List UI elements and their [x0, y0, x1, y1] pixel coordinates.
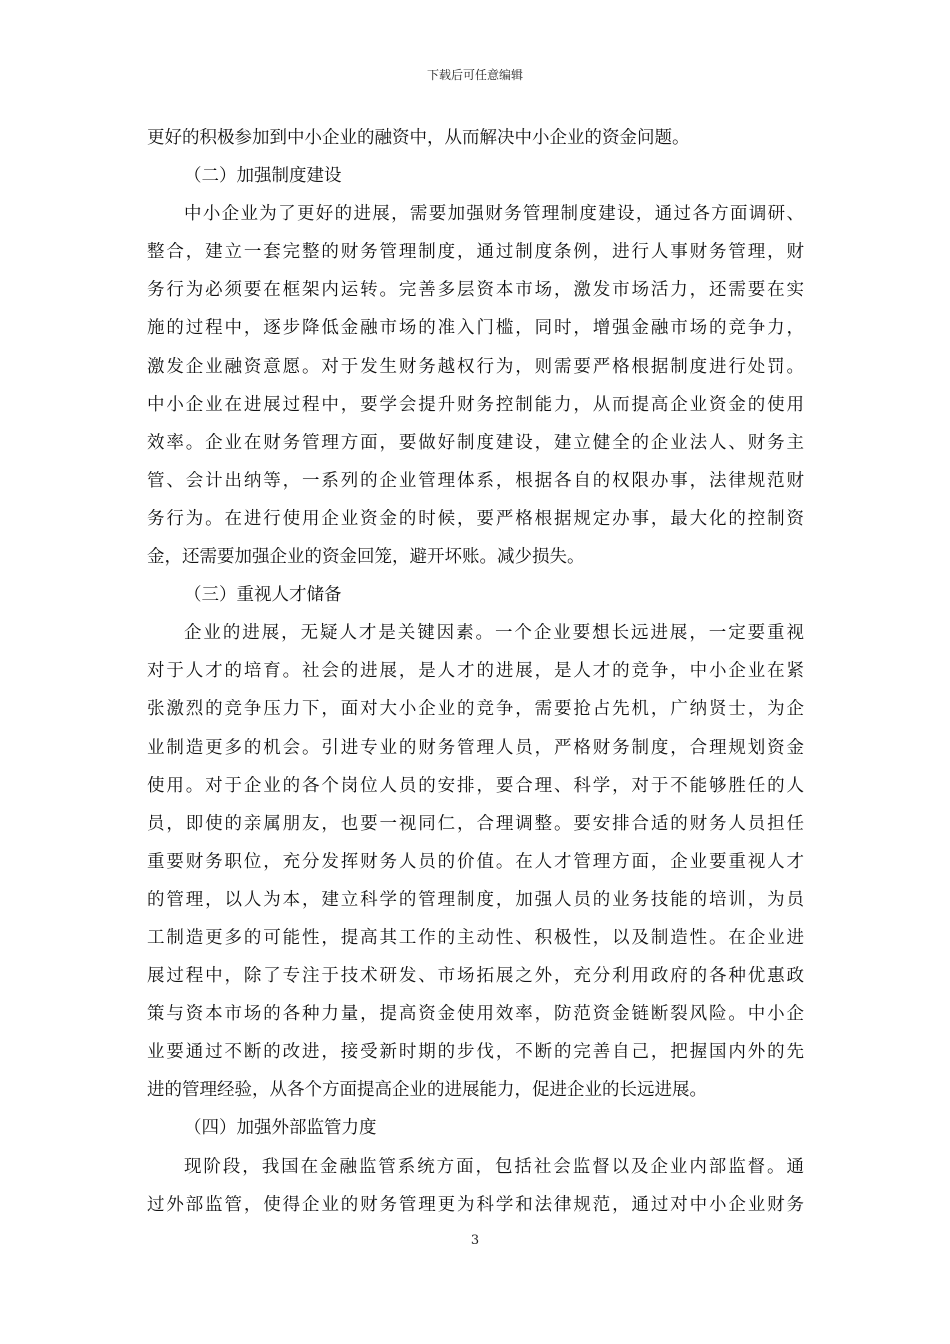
text-line: 企业的进展，无疑人才是关键因素。一个企业要想长远进展，一定要重视	[184, 623, 804, 644]
section-heading: （三）重视人才储备	[184, 585, 342, 606]
text-line: 工制造更多的可能性，提高其工作的主动性、积极性，以及制造性。在企业进	[147, 927, 804, 948]
section-heading: （四）加强外部监管力度	[184, 1118, 377, 1139]
text-line: 金，还需要加强企业的资金回笼，避开坏账。减少损失。	[147, 547, 585, 568]
text-line: 激发企业融资意愿。对于发生财务越权行为，则需要严格根据制度进行处罚。	[147, 356, 804, 377]
text-line: 展过程中，除了专注于技术研发、市场拓展之外，充分利用政府的各种优惠政	[147, 966, 804, 987]
page-header: 下载后可任意编辑	[426, 68, 523, 82]
text-line: 过外部监管，使得企业的财务管理更为科学和法律规范，通过对中小企业财务	[147, 1194, 804, 1215]
text-line: 对于人才的培育。社会的进展，是人才的进展，是人才的竞争，中小企业在紧	[147, 661, 804, 682]
text-line: 员，即使的亲属朋友，也要一视同仁，合理调整。要安排合适的财务人员担任	[147, 813, 804, 834]
text-line: 业制造更多的机会。引进专业的财务管理人员，严格财务制度，合理规划资金	[147, 737, 804, 758]
text-line: 施的过程中，逐步降低金融市场的准入门槛，同时，增强金融市场的竞争力，	[147, 318, 804, 339]
text-line: 更好的积极参加到中小企业的融资中，从而解决中小企业的资金问题。	[147, 128, 690, 148]
text-line: 重要财务职位，充分发挥财务人员的价值。在人才管理方面，企业要重视人才	[147, 851, 804, 872]
text-line: 使用。对于企业的各个岗位人员的安排，要合理、科学，对于不能够胜任的人	[147, 775, 804, 796]
text-line: 中小企业在进展过程中，要学会提升财务控制能力，从而提高企业资金的使用	[147, 394, 804, 415]
text-line: 务行为必须要在框架内运转。完善多层资本市场，激发市场活力，还需要在实	[147, 280, 804, 301]
text-line: 的管理，以人为本，建立科学的管理制度，加强人员的业务技能的培训，为员	[147, 889, 804, 910]
text-line: 效率。企业在财务管理方面，要做好制度建设，建立健全的企业法人、财务主	[147, 432, 804, 453]
text-line: 管、会计出纳等，一系列的企业管理体系，根据各自的权限办事，法律规范财	[147, 470, 804, 491]
text-line: 进的管理经验，从各个方面提高企业的进展能力，促进企业的长远进展。	[147, 1080, 707, 1101]
text-line: 中小企业为了更好的进展，需要加强财务管理制度建设，通过各方面调研、	[184, 204, 804, 225]
text-line: 务行为。在进行使用企业资金的时候，要严格根据规定办事，最大化的控制资	[147, 508, 804, 529]
text-line: 业要通过不断的改进，接受新时期的步伐，不断的完善自己，把握国内外的先	[147, 1042, 804, 1063]
text-line: 策与资本市场的各种力量，提高资金使用效率，防范资金链断裂风险。中小企	[147, 1004, 804, 1025]
text-line: 整合，建立一套完整的财务管理制度，通过制度条例，进行人事财务管理，财	[147, 242, 804, 263]
page-number: 3	[470, 1233, 480, 1248]
text-line: 张激烈的竞争压力下，面对大小企业的竞争，需要抢占先机，广纳贤士，为企	[147, 699, 804, 720]
section-heading: （二）加强制度建设	[184, 166, 342, 187]
text-line: 现阶段，我国在金融监管系统方面，包括社会监督以及企业内部监督。通	[184, 1156, 804, 1177]
document-body	[147, 119, 804, 1224]
